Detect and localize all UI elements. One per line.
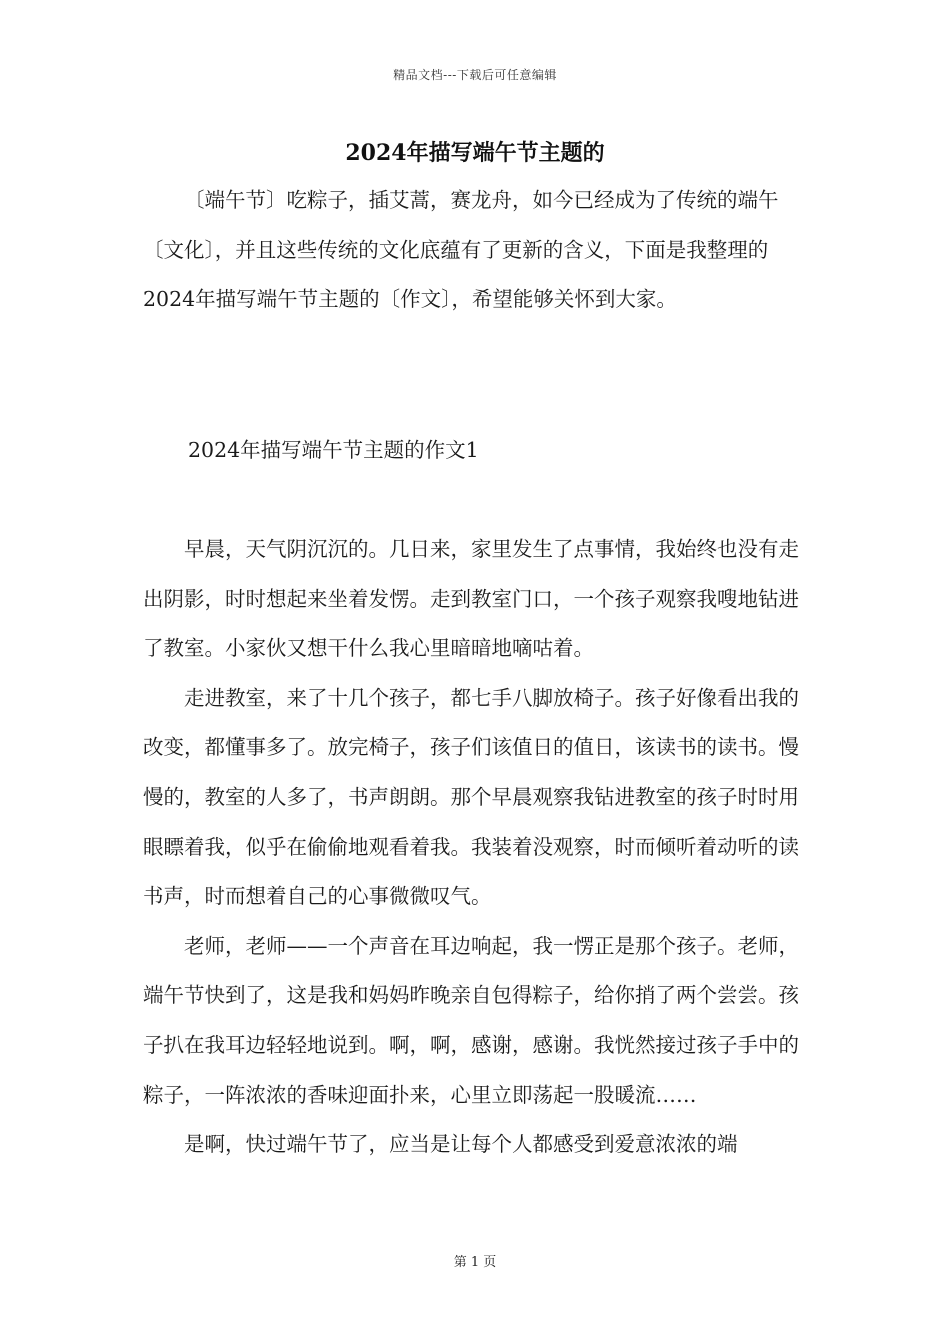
essay-body (143, 525, 807, 1170)
essay-paragraph: 老师，老师——一个声音在耳边响起，我一愣正是那个孩子。老师，端午节快到了，这是我和妈妈昨晚亲自包得粽子，给你捎了两个尝尝。孩子扒在我耳边轻轻地说到。啊，啊，感谢，感谢。我恍然接过孩子手中的粽子，一阵浓浓的香味迎面扑来，心里立即荡起一股暖流…… (143, 933, 799, 1107)
page-number: 第 1 页 (453, 1255, 497, 1270)
essay-paragraph: 走进教室，来了十几个孩子，都七手八脚放椅子。孩子好像看出我的改变，都懂事多了。放完椅子，孩子们该值日的值日，该读书的读书。慢慢的，教室的人多了，书声朗朗。那个早晨观察我钻进教室的孩子时时用眼瞟着我，似乎在偷偷地观看着我。我装着没观察，时而倾听着动听的读书声，时而想着自己的心事微微叹气。 (143, 685, 799, 909)
intro-section (143, 176, 807, 325)
essay-heading: 2024年描写端午节主题的作文1 (188, 438, 479, 462)
intro-paragraph: 〔端午节〕吃粽子，插艾蒿，赛龙舟，如今已经成为了传统的端午〔文化〕，并且这些传统的文化底蕴有了更新的含义，下面是我整理的2024年描写端午节主题的〔作文〕，希望能够关怀到大家。 (143, 188, 779, 312)
document-title: 2024年描写端午节主题的 (345, 140, 605, 166)
essay-paragraph: 是啊，快过端午节了，应当是让每个人都感受到爱意浓浓的端 (184, 1132, 738, 1157)
essay-paragraph: 早晨，天气阴沉沉的。几日来，家里发生了点事情，我始终也没有走出阴影，时时想起来坐着发愣。走到教室门口，一个孩子观察我嗖地钻进了教室。小家伙又想干什么我心里暗暗地嘀咕着。 (143, 537, 799, 661)
page-header-note: 精品文档---下载后可任意编辑 (393, 68, 557, 82)
